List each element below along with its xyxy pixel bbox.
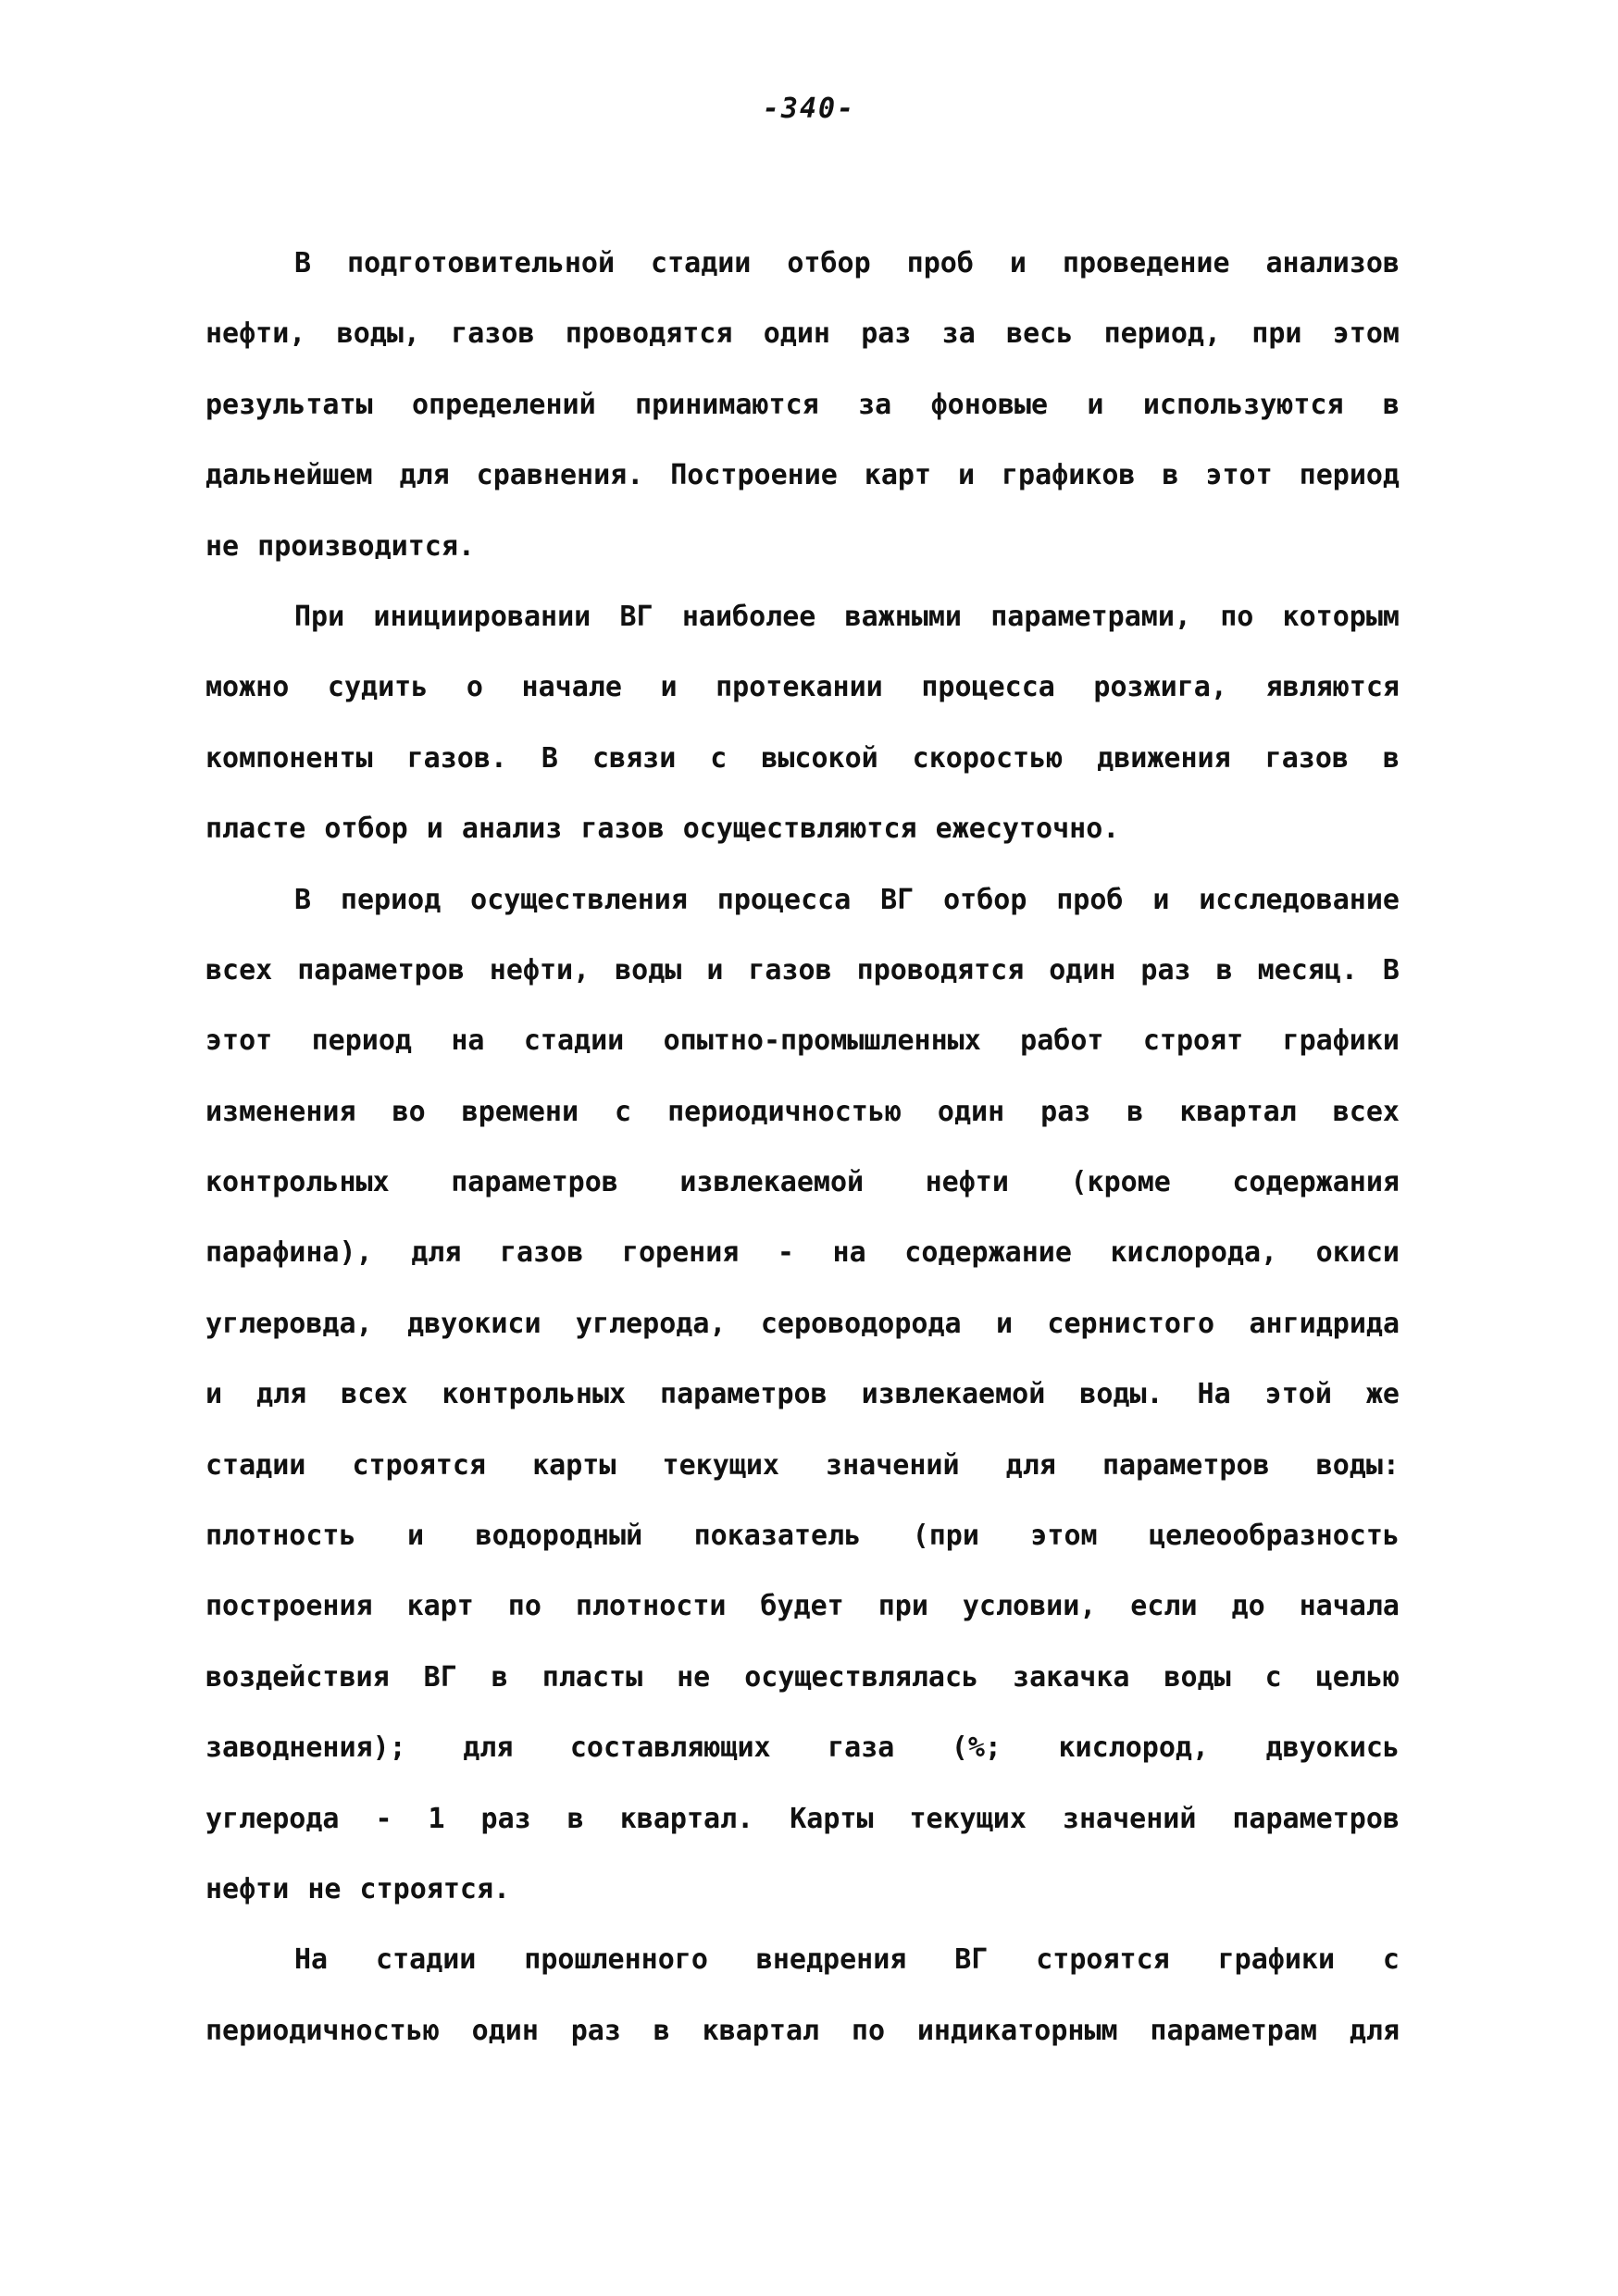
- text-line: парафина), для газов горения - на содержание кислорода, окиси: [205, 1236, 1400, 1270]
- text-line: плотность и водородный показатель (при этом целеообразность: [205, 1520, 1400, 1553]
- text-line: пласте отбор и анализ газов осуществляются ежесуточно.: [205, 813, 1120, 846]
- text-line: В период осуществления процесса ВГ отбор проб и исследование: [294, 883, 1400, 916]
- text-line: этот период на стадии опытно-промышленных работ строят графики: [205, 1024, 1400, 1058]
- text-line: построения карт по плотности будет при условии, если до начала: [205, 1590, 1400, 1623]
- text-line: периодичностью один раз в квартал по индикаторным параметрам для: [205, 2014, 1400, 2047]
- text-line: нефти, воды, газов проводятся один раз за весь период, при этом: [205, 317, 1400, 351]
- text-line: не производится.: [205, 529, 475, 563]
- text-line: контрольных параметров извлекаемой нефти (кроме содержания: [205, 1166, 1400, 1199]
- text-line: углерода - 1 раз в квартал. Карты текущих значений параметров: [205, 1802, 1400, 1835]
- text-line: заводнения); для составляющих газа (%; кислород, двуокись: [205, 1731, 1400, 1765]
- text-line: результаты определений принимаются за фоновые и используются в: [205, 388, 1400, 421]
- text-line: воздействия ВГ в пласты не осуществлялась закачка воды с целью: [205, 1660, 1400, 1694]
- text-line: дальнейшем для сравнения. Построение карт и графиков в этот период: [205, 459, 1400, 492]
- text-line: углеровда, двуокиси углерода, сероводорода и сернистого ангидрида: [205, 1307, 1400, 1340]
- text-line: нефти не строятся.: [205, 1872, 511, 1905]
- text-line: и для всех контрольных параметров извлекаемой воды. На этой же: [205, 1378, 1400, 1411]
- body-text: [205, 237, 1400, 2075]
- text-line: можно судить о начале и протекании процесса розжига, являются: [205, 671, 1400, 704]
- text-line: На стадии прошленного внедрения ВГ строятся графики с: [294, 1943, 1400, 1977]
- text-line: В подготовительной стадии отбор проб и проведение анализов: [294, 247, 1400, 279]
- text-line: изменения во времени с периодичностью один раз в квартал всех: [205, 1095, 1400, 1128]
- text-line: компоненты газов. В связи с высокой скоростью движения газов в: [205, 741, 1400, 775]
- text-line: всех параметров нефти, воды и газов проводятся один раз в месяц. В: [205, 953, 1400, 987]
- text-line: стадии строятся карты текущих значений для параметров воды:: [205, 1448, 1400, 1482]
- text-line: При инициировании ВГ наиболее важными параметрами, по которым: [294, 600, 1400, 633]
- page-number: -340-: [762, 93, 856, 125]
